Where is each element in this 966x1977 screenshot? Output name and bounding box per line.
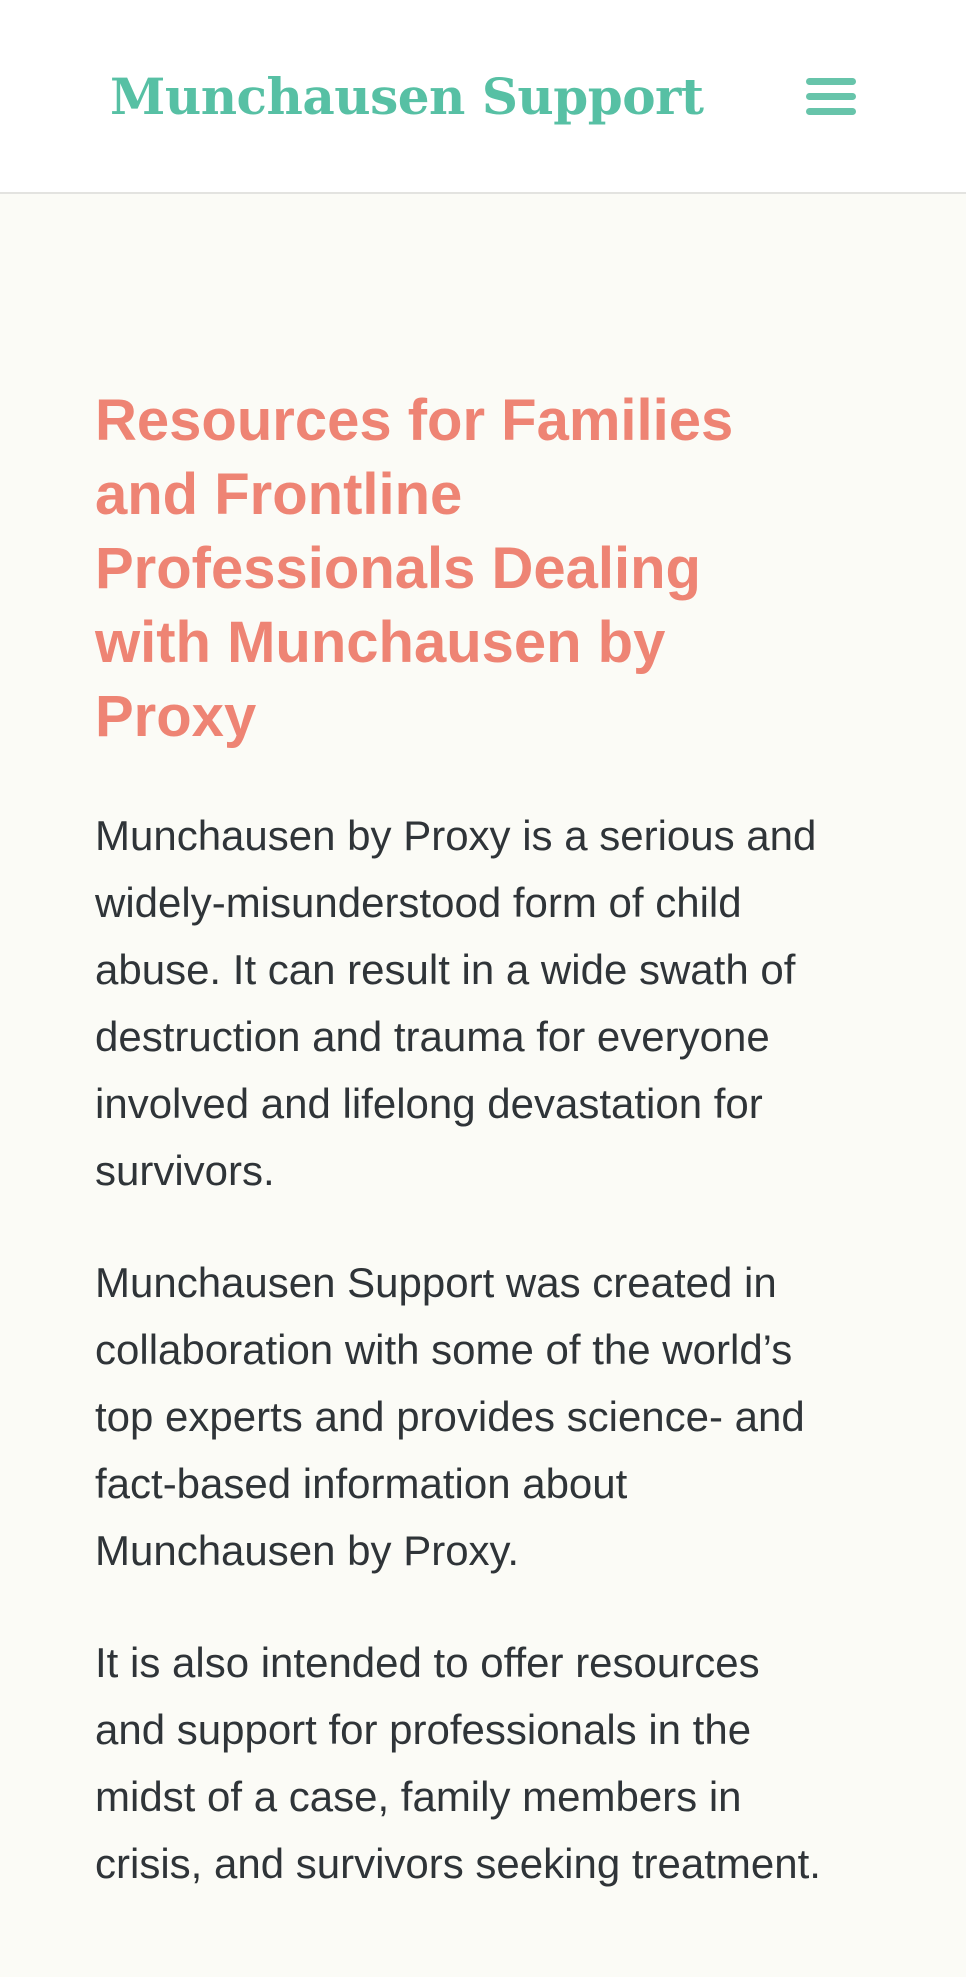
site-header	[0, 0, 966, 194]
hamburger-icon	[806, 78, 856, 115]
page-title: Resources for Families and Frontline Professionals Dealing with Munchausen by Proxy	[95, 388, 734, 749]
intro-paragraph-3: It is also intended to offer resources and support for professionals in the midst of a case, family members in crisis, and survivors seeking treatment.	[95, 1639, 821, 1887]
hamburger-bar	[806, 108, 856, 115]
intro-paragraph-2: Munchausen Support was created in collaboration with some of the world’s top experts and provides science- and fact-based information about Munchausen by Proxy.	[95, 1259, 805, 1574]
hamburger-bar	[806, 93, 856, 100]
menu-button[interactable]	[806, 74, 856, 119]
site-logo[interactable]: Munchausen Support	[110, 66, 704, 126]
hamburger-bar	[806, 78, 856, 85]
intro-paragraph-1: Munchausen by Proxy is a serious and widely-misunderstood form of child abuse. It can result in a wide swath of destruction and trauma for everyone involved and lifelong devastation for survivors.	[95, 812, 817, 1194]
page-content	[0, 194, 966, 1977]
